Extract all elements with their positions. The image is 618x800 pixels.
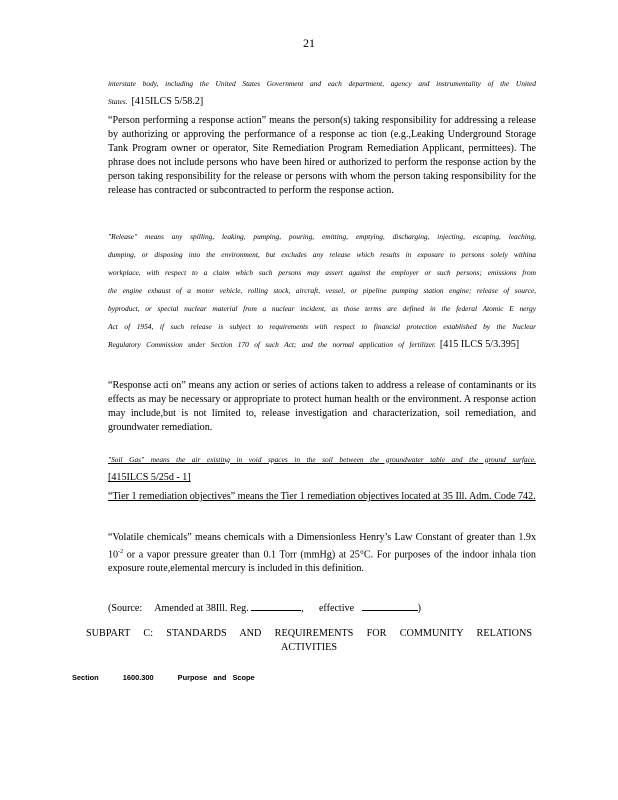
section-number: 1600.300 [122, 673, 154, 682]
source-effective: effective [318, 603, 355, 614]
volatile-text-a: “Volatile chemicals” means chemicals with a Dimensionless Henry’s Law Constant of greater than 1.9x 10 [108, 532, 536, 561]
release-definition-continuation [108, 73, 536, 109]
register-blank [251, 601, 301, 611]
source-close: ) [417, 603, 422, 614]
release-definition [108, 226, 536, 352]
section-heading [72, 673, 273, 682]
continuation-citation: [415ILCS 5/58.2] [131, 96, 204, 107]
effective-date-blank [362, 601, 418, 611]
release-citation: [415 ILCS 5/3.395] [439, 339, 520, 350]
source-amended: Amended at 38Ill. Reg. [154, 603, 249, 614]
volatile-exponent: -2 [118, 549, 124, 555]
continuation-text: interstate body, including the United States Government and each department, agency and instrumentality of the United States. [108, 79, 536, 106]
page-number: 21 [303, 36, 315, 50]
subpart-heading-line2: ACTIVITIES [280, 642, 338, 653]
volatile-chemicals-definition [108, 531, 536, 576]
volatile-text-b: or a vapor pressure greater than 0.1 Torr (mmHg) at 25°C. For purposes of the indoor inhala tion exposure route,elemental mercury is included in this definition. [108, 549, 536, 575]
section-label: Section [72, 673, 99, 682]
response-action-definition: “Response acti on” means any action or series of actions taken to address a release of contaminants or its effects as may be necessary or appropriate to protect human health or the environment. A response action may include,but is not limited to, release investigation and characterization, soil remediation, and groundwater remediation. [108, 380, 536, 433]
soil-gas-text: "Soil Gas" means the air existing in void spaces in the soil between the groundwater table and the ground surface. [108, 455, 536, 464]
source-comma: , [301, 603, 304, 614]
soil-gas-citation: [415ILCS 5/25d - 1] [108, 472, 191, 483]
source-note [108, 601, 536, 616]
person-performing-response-action-definition: “Person performing a response action” means the person(s) taking responsibility for addressing a release by authorizing or approving the performance of a response ac tion (e.g.,Leaking Underground Storage Tank Program owner or operator, Site Remediation Program Remediation Applicant, permittees). The phrase does not include persons who have been hired or authorized to perform the response action by the person taking responsibility for the release or persons with whom the person taking responsibility for the release has contracted or subcontracted to perform the response action. [108, 115, 536, 196]
tier1-remediation-objectives-definition: “Tier 1 remediation objectives” means the Tier 1 remediation objectives located at 35 Ill. Adm. Code 742. [108, 491, 536, 502]
section-title: Purpose and Scope [177, 673, 255, 682]
subpart-heading-line1: SUBPART C: STANDARDS AND REQUIREMENTS FOR COMMUNITY RELATIONS [86, 628, 533, 639]
source-prefix: (Source: [108, 603, 143, 614]
soil-gas-definition [108, 449, 536, 485]
release-text: "Release" means any spilling, leaking, pumping, pouring, emitting, emptying, discharging, injecting, escaping, leaching, dumping, or disposing into the environment, but excludes any release which results in exposure to persons solely withina workplace, with respect to a claim which such persons may assert against the employer or such persons; emissions from the engine exhaust of a motor vehicle, rolling stock, aircraft, vessel, or pipeline pumping station engine; release of source, byproduct, or special nuclear material from a nuclear incident, as those terms are defined in the federal Atomic E nergy Act of 1954, if such release is subject to requirements with respect to financial protection established by the Nuclear Regulatory Commission under Section 170 of such Act; and the normal application of fertilizer. [108, 232, 536, 349]
subpart-heading [86, 627, 532, 655]
